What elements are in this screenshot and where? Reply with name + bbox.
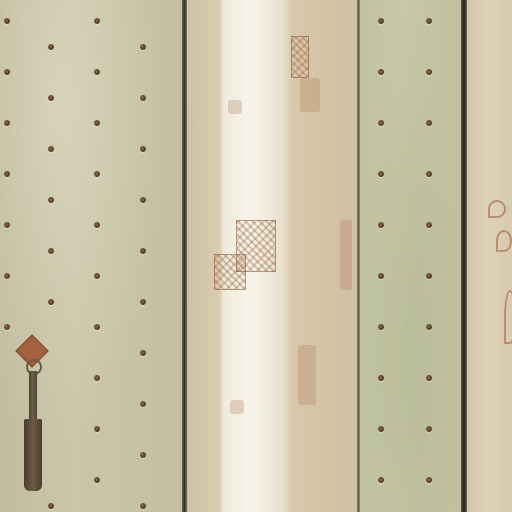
brass-stud [426, 120, 432, 126]
brass-stud [426, 69, 432, 75]
brass-stud [426, 477, 432, 483]
brass-stud [94, 477, 100, 483]
painted-ornament [504, 290, 512, 344]
brass-stud [426, 273, 432, 279]
brass-stud [140, 146, 146, 152]
brass-stud [48, 248, 54, 254]
brass-stud [140, 95, 146, 101]
brass-stud [4, 18, 10, 24]
brass-stud [4, 273, 10, 279]
wood-stain [300, 78, 320, 112]
brass-stud [140, 350, 146, 356]
door-seam [357, 0, 360, 512]
brass-stud [140, 44, 146, 50]
brass-stud [378, 171, 384, 177]
brass-stud [48, 503, 54, 509]
door-pull-fitting [14, 335, 56, 495]
brass-stud [94, 69, 100, 75]
brass-stud [426, 324, 432, 330]
brass-stud [4, 69, 10, 75]
brass-stud [140, 299, 146, 305]
door-seam [182, 0, 187, 512]
brass-stud [4, 324, 10, 330]
door-panel-edge [466, 0, 512, 512]
wood-stain [298, 345, 316, 405]
brass-stud [378, 375, 384, 381]
brass-stud [378, 69, 384, 75]
fitting-rod [29, 371, 37, 421]
brass-stud [48, 44, 54, 50]
brass-stud [426, 426, 432, 432]
brass-stud [140, 248, 146, 254]
brass-stud [140, 401, 146, 407]
brass-stud [426, 171, 432, 177]
brass-stud [378, 426, 384, 432]
brass-stud [378, 477, 384, 483]
brass-stud [94, 171, 100, 177]
brass-stud [140, 503, 146, 509]
brass-stud [48, 197, 54, 203]
brass-stud [378, 18, 384, 24]
brass-stud [378, 324, 384, 330]
brass-stud [140, 452, 146, 458]
brass-stud [4, 222, 10, 228]
brass-stud [48, 146, 54, 152]
brass-stud [378, 273, 384, 279]
stamped-seal [214, 254, 246, 290]
brass-stud [4, 171, 10, 177]
stamped-seal [291, 36, 309, 78]
brass-stud [94, 375, 100, 381]
wood-stain [230, 400, 244, 414]
door-panel-right [360, 0, 462, 512]
brass-stud [94, 18, 100, 24]
brass-stud [94, 426, 100, 432]
wood-stain [228, 100, 242, 114]
brass-stud [426, 375, 432, 381]
wood-stain [340, 220, 352, 290]
brass-stud [378, 120, 384, 126]
brass-stud [4, 120, 10, 126]
brass-stud [94, 324, 100, 330]
door-seam [461, 0, 467, 512]
brass-stud [48, 95, 54, 101]
brass-stud [94, 222, 100, 228]
brass-stud [48, 299, 54, 305]
painted-ornament [488, 200, 506, 218]
brass-stud [94, 120, 100, 126]
brass-stud [94, 273, 100, 279]
painted-ornament [496, 230, 512, 252]
brass-stud [426, 18, 432, 24]
brass-stud [140, 197, 146, 203]
brass-stud [378, 222, 384, 228]
brass-stud [426, 222, 432, 228]
tassel [24, 419, 42, 491]
